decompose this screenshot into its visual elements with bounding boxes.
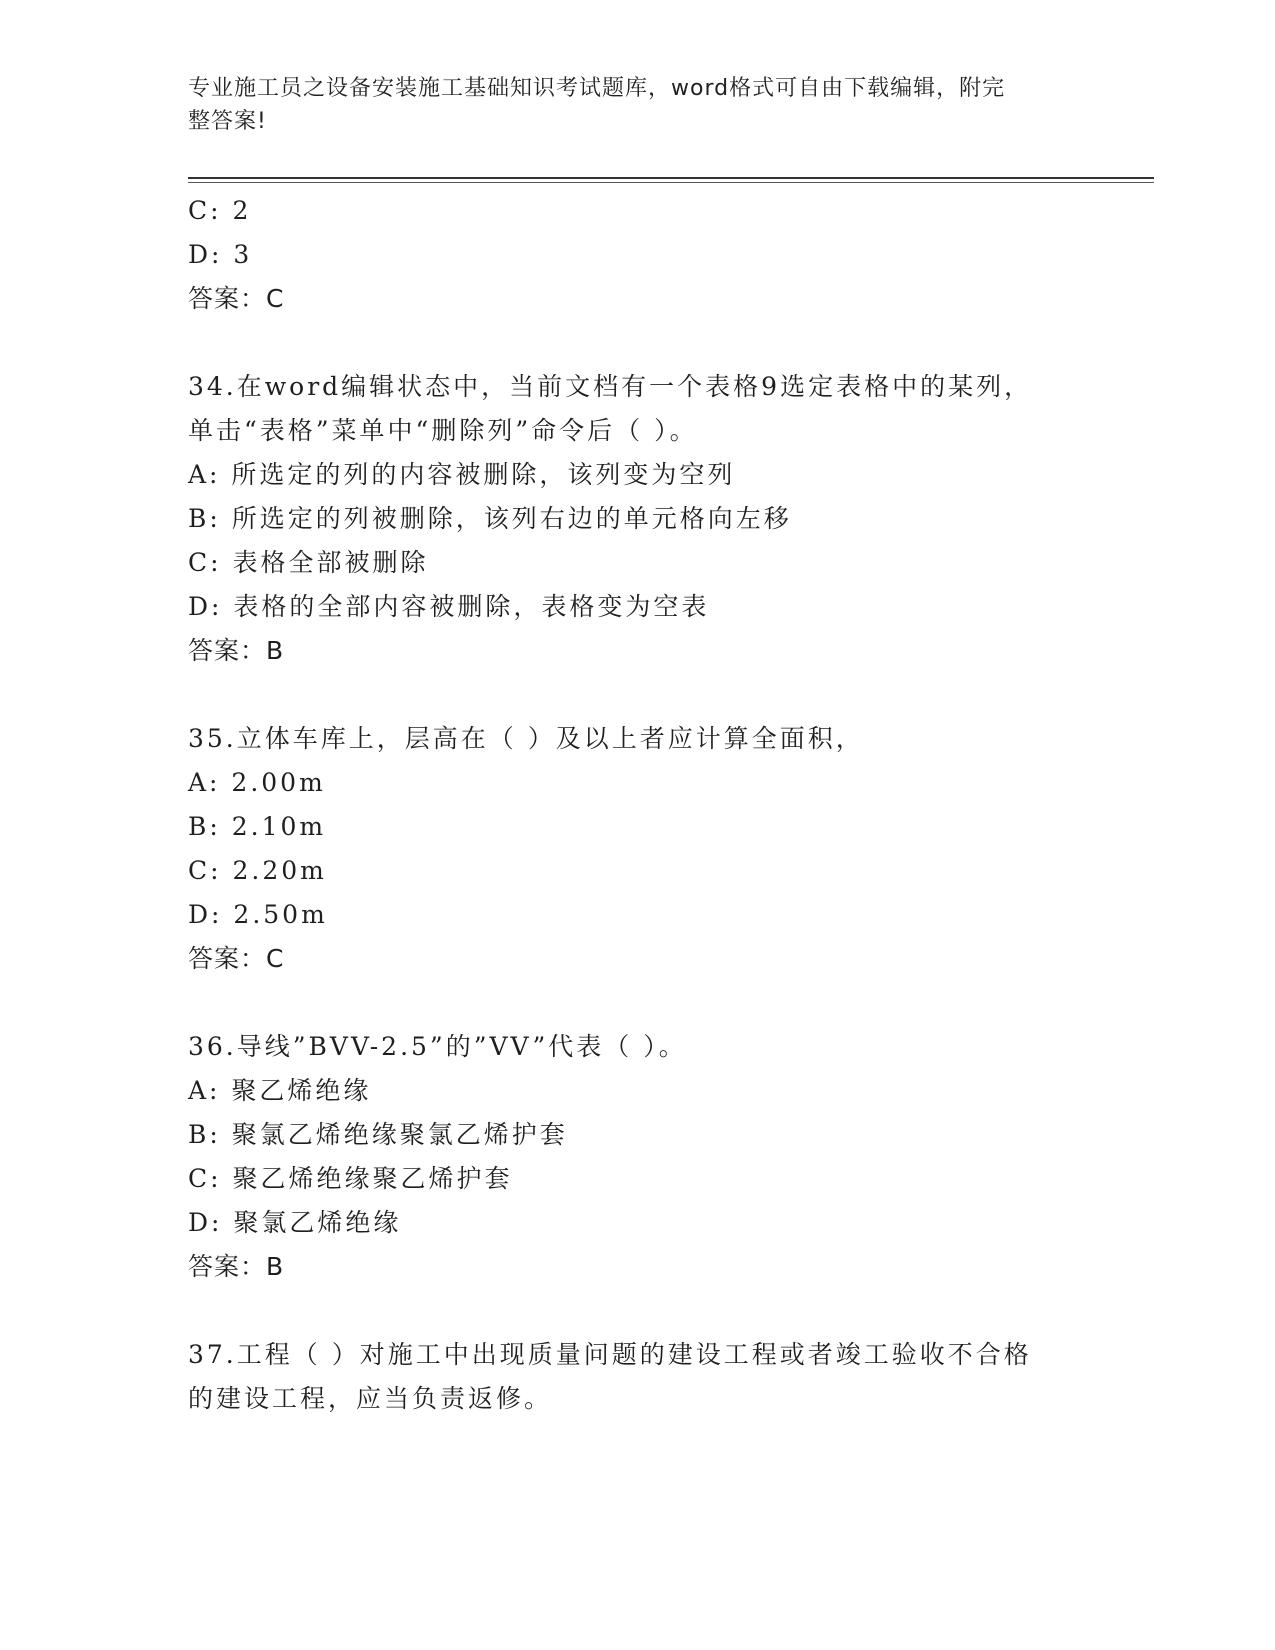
q34-option-a: A: 所选定的列的内容被删除，该列变为空列 (188, 460, 736, 489)
q34-option-b: B: 所选定的列被删除，该列右边的单元格向左移 (188, 504, 792, 533)
q34-answer: 答案：B (188, 636, 285, 665)
document-header (188, 72, 1068, 138)
header-line-1: 专业施工员之设备安装施工基础知识考试题库，word格式可自由下载编辑，附完 (188, 76, 1006, 101)
q36-option-d: D: 聚氯乙烯绝缘 (188, 1208, 402, 1237)
q36-option-b: B: 聚氯乙烯绝缘聚氯乙烯护套 (188, 1120, 568, 1149)
q35-option-b: B: 2.10m (188, 812, 327, 841)
header-divider-thin (188, 182, 1154, 183)
q37-stem-line-1: 37.工程（ ）对施工中出现质量问题的建设工程或者竣工验收不合格 (188, 1340, 1032, 1369)
q36-option-a: A: 聚乙烯绝缘 (188, 1076, 372, 1105)
q34-option-c: C: 表格全部被删除 (188, 548, 429, 577)
q34-stem-line-2: 单击“表格”菜单中“删除列”命令后（ ）。 (188, 416, 698, 445)
q34-option-d: D: 表格的全部内容被删除，表格变为空表 (188, 592, 710, 621)
prev-answer: 答案：C (188, 284, 285, 313)
header-line-2: 整答案! (188, 109, 267, 134)
q37-stem-line-2: 的建设工程，应当负责返修。 (188, 1384, 553, 1413)
q36-option-c: C: 聚乙烯绝缘聚乙烯护套 (188, 1164, 513, 1193)
q35-answer: 答案：C (188, 944, 285, 973)
prev-option-d: D: 3 (188, 240, 253, 269)
header-divider (188, 177, 1154, 179)
q36-answer: 答案：B (188, 1252, 285, 1281)
q36-stem-line-1: 36.导线”BVV-2.5”的”VV”代表（ ）。 (188, 1032, 687, 1061)
q35-option-a: A: 2.00m (188, 768, 326, 797)
q35-option-d: D: 2.50m (188, 900, 328, 929)
q35-stem-line-1: 35.立体车库上，层高在（ ）及以上者应计算全面积， (188, 724, 864, 753)
prev-option-c: C: 2 (188, 196, 252, 225)
q35-option-c: C: 2.20m (188, 856, 327, 885)
q34-stem-line-1: 34.在word编辑状态中，当前文档有一个表格9选定表格中的某列， (188, 372, 1033, 401)
